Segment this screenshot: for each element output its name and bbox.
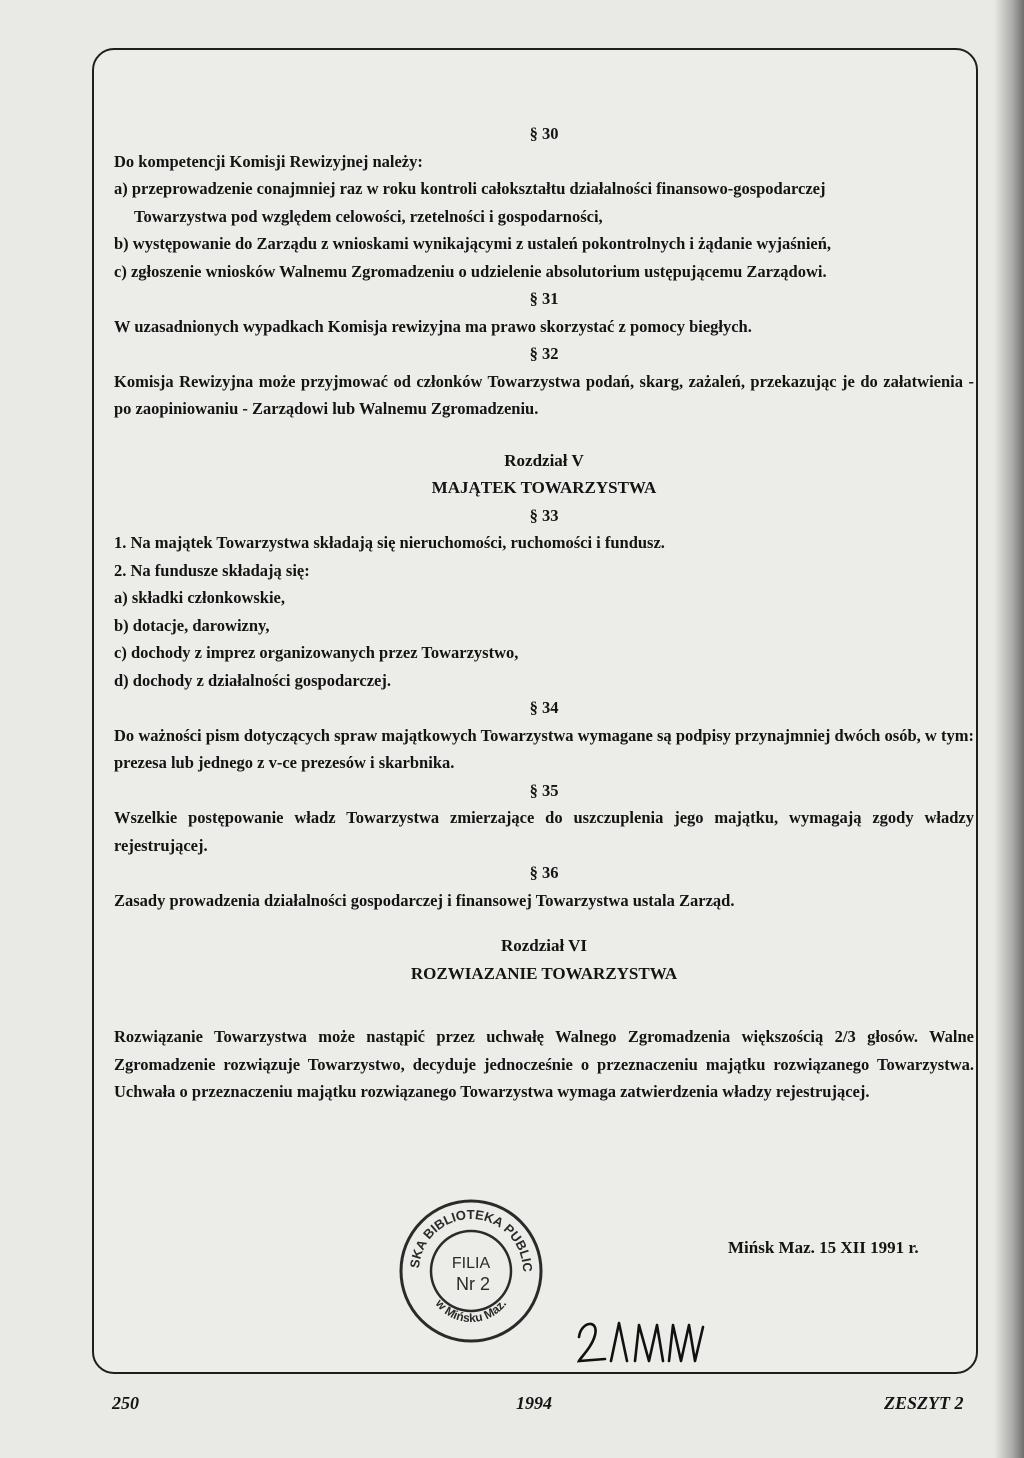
section-33-item-b: b) dotacje, darowizny, — [114, 615, 270, 635]
section-35-heading: § 35 — [529, 780, 559, 800]
section-34-heading: § 34 — [529, 698, 559, 717]
section-35-text: Wszelkie postępowanie władz Towarzystwa zmierzające do uszczuplenia jego majątku, wymagają zgody władzy rejestrującej. — [114, 808, 974, 855]
document-body — [114, 120, 974, 1106]
section-30-item-a-line1: a) przeprowadzenie conajmniej raz w roku kontroli całokształtu działalności finansowo-gospodarczej — [114, 179, 826, 198]
section-36-heading: § 36 — [529, 863, 559, 882]
dissolution-text: Rozwiązanie Towarzystwa może nastąpić przez uchwałę Walnego Zgromadzenia większością 2/3 głosów. Walne Zgromadzenie rozwiązuje Towarzystwo, decyduje jednocześnie o przeznaczeniu majątku rozwiązanego Towarzystwa. Uchwała o przeznaczeniu majątku rozwiązanego Towarzystwa wymaga zatwierdzenia władzy rejestrującej. — [114, 1027, 974, 1101]
stamp-bottom-text: w Mińsku Maz. — [432, 1296, 510, 1326]
section-31-text: W uzasadnionych wypadkach Komisja rewizyjna ma prawo skorzystać z pomocy biegłych. — [114, 316, 752, 336]
section-30-item-a-line2: Towarzystwa pod względem celowości, rzetelności i gospodarności, — [134, 206, 603, 226]
section-33-item-a: a) składki członkowskie, — [114, 588, 285, 607]
page-number: 250 — [112, 1393, 139, 1413]
place-and-date: Mińsk Maz. 15 XII 1991 r. — [728, 1238, 919, 1257]
section-31-heading: § 31 — [529, 289, 559, 308]
stamp-center-line2: Nr 2 — [455, 1274, 491, 1294]
library-stamp — [396, 1196, 546, 1346]
section-34-text: Do ważności pism dotyczących spraw majątkowych Towarzystwa wymagane są podpisy przynajmniej dwóch osób, w tym: prezesa lub jednego z v-ce prezesów i skarbnika. — [114, 725, 974, 772]
section-36-text: Zasady prowadzenia działalności gospodarczej i finansowej Towarzystwa ustala Zarząd. — [114, 890, 735, 910]
section-33-item-d: d) dochody z działalności gospodarczej. — [114, 670, 391, 690]
footer-year: 1994 — [516, 1393, 552, 1413]
section-30-intro: Do kompetencji Komisji Rewizyjnej należy: — [114, 151, 423, 171]
footer-issue: ZESZYT 2 — [884, 1393, 964, 1413]
chapter-6-number: Rozdział VI — [500, 936, 588, 955]
section-32-heading: § 32 — [529, 344, 559, 363]
section-33-point-2: 2. Na fundusze składają się: — [114, 560, 310, 580]
section-33-heading: § 33 — [529, 505, 559, 525]
stamp-top-text: SKA BIBLIOTEKA PUBLIC — [406, 1206, 536, 1273]
section-30-item-b: b) występowanie do Zarządu z wnioskami wynikającymi z ustaleń pokontrolnych i żądanie wyjaśnień, — [114, 234, 832, 253]
section-30-item-c: c) zgłoszenie wniosków Walnemu Zgromadzeniu o udzielenie absolutorium ustępującemu Zarządowi. — [114, 261, 827, 281]
section-33-point-1: 1. Na majątek Towarzystwa składają się nieruchomości, ruchomości i fundusz. — [114, 533, 665, 552]
chapter-5-title: MAJĄTEK TOWARZYSTWA — [431, 478, 657, 497]
section-33-item-c: c) dochody z imprez organizowanych przez Towarzystwo, — [114, 643, 519, 662]
stamp-center-line1: FILIA — [451, 1255, 491, 1272]
section-32-text: Komisja Rewizyjna może przyjmować od członków Towarzystwa podań, skarg, zażaleń, przekazując je do załatwienia - po zaopiniowaniu - Zarządowi lub Walnemu Zgromadzeniu. — [114, 371, 974, 418]
section-30-heading: § 30 — [529, 124, 559, 143]
chapter-5-number: Rozdział V — [504, 450, 584, 470]
handwritten-signature — [575, 1315, 707, 1365]
page-edge-shadow — [994, 0, 1024, 1458]
chapter-6-title: ROZWIAZANIE TOWARZYSTWA — [410, 963, 678, 983]
